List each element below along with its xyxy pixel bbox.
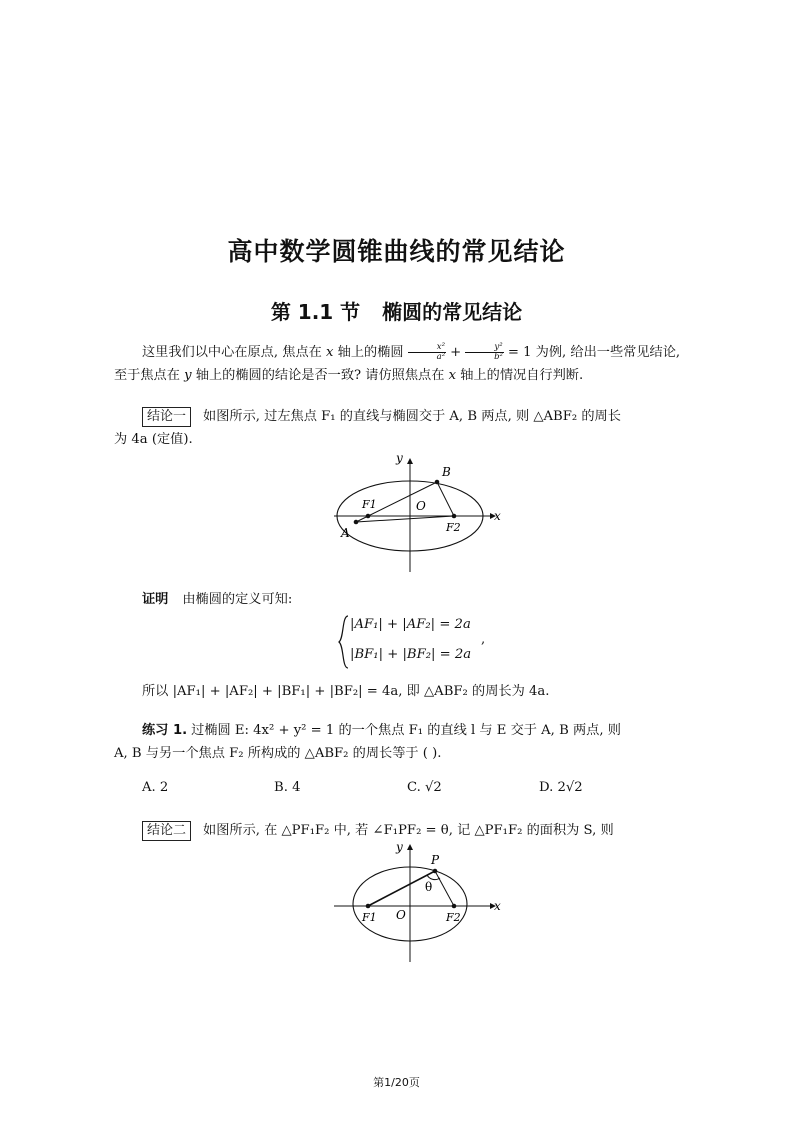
equation-comma: , bbox=[481, 632, 486, 647]
intro-text: = 1 为例, 给出一些常见结论, bbox=[503, 345, 681, 360]
proof-label: 证明 bbox=[142, 592, 169, 607]
label-a: A bbox=[341, 526, 350, 540]
conclusion-two-text: 如图所示, 在 △PF₁F₂ 中, 若 ∠F₁PF₂ = θ, 记 △PF₁F₂ 的面积为 S, 则 bbox=[203, 823, 614, 838]
segment-pf2 bbox=[435, 871, 454, 906]
proof-text: 由椭圆的定义可知: bbox=[182, 592, 293, 607]
intro-text: 轴上的情况自行判断. bbox=[456, 368, 584, 383]
point-a bbox=[354, 520, 359, 525]
equation-line-2: |BF₁| + |BF₂| = 2a bbox=[350, 647, 472, 662]
figure-ellipse-chord bbox=[330, 448, 510, 578]
point-f2 bbox=[452, 514, 457, 519]
label-theta: θ bbox=[425, 880, 433, 894]
y-axis-arrow-icon bbox=[407, 458, 413, 464]
conclusion-one-label: 结论一 bbox=[142, 407, 191, 427]
section-number: 第 1.1 节 bbox=[270, 300, 361, 324]
label-x: x bbox=[494, 509, 501, 523]
page-number: 第1/20页 bbox=[373, 1076, 420, 1089]
choice-a[interactable]: A. 2 bbox=[142, 780, 169, 795]
label-b: B bbox=[442, 465, 451, 479]
fraction-y2-b2: $\frac{\text{y²}}{\text{b²}}$ bbox=[465, 343, 503, 362]
choice-b[interactable]: B. 4 bbox=[274, 780, 301, 795]
point-b bbox=[435, 480, 440, 485]
label-o: O bbox=[416, 499, 426, 513]
label-y: y bbox=[396, 451, 403, 465]
label-f2: F2 bbox=[446, 521, 461, 534]
intro-text: 这里我们以中心在原点, 焦点在 bbox=[142, 345, 327, 360]
label-x: x bbox=[494, 899, 501, 913]
label-f1: F1 bbox=[362, 498, 377, 511]
proof-block bbox=[142, 588, 682, 611]
segment-af2 bbox=[356, 516, 454, 522]
label-f1: F1 bbox=[362, 911, 377, 924]
y-axis-arrow-icon bbox=[407, 844, 413, 850]
choice-d[interactable]: D. 2√2 bbox=[539, 780, 583, 795]
intro-var-x: x bbox=[448, 368, 457, 383]
choice-c[interactable]: C. √2 bbox=[407, 780, 442, 795]
intro-text: 轴上的椭圆的结论是否一致? 请仿照焦点在 bbox=[191, 368, 449, 383]
label-y: y bbox=[396, 840, 403, 854]
document-title: 高中数学圆锥曲线的常见结论 bbox=[227, 237, 566, 266]
fraction-x2-a2: $\frac{\text{x²}}{\text{a²}}$ bbox=[408, 343, 446, 362]
intro-paragraph bbox=[114, 341, 682, 387]
point-f1 bbox=[366, 904, 371, 909]
conclusion-one bbox=[114, 405, 682, 451]
label-o: O bbox=[396, 908, 406, 922]
point-p bbox=[433, 869, 438, 874]
exercise-one-label: 练习 1. bbox=[142, 723, 188, 738]
point-f1 bbox=[366, 514, 371, 519]
label-f2: F2 bbox=[446, 911, 461, 924]
section-heading bbox=[0, 296, 793, 325]
left-brace-icon bbox=[338, 614, 350, 670]
conclusion-two-label: 结论二 bbox=[142, 821, 191, 841]
exercise-one bbox=[114, 719, 682, 765]
section-name: 椭圆的常见结论 bbox=[382, 300, 523, 324]
figure-focal-triangle bbox=[330, 838, 510, 968]
proof-conclusion: 所以 |AF₁| + |AF₂| + |BF₁| + |BF₂| = 4a, 即 △ABF₂ 的周长为 4a. bbox=[142, 684, 550, 699]
intro-plus: + bbox=[445, 345, 466, 360]
point-f2 bbox=[452, 904, 457, 909]
intro-var-y: y bbox=[184, 368, 192, 383]
intro-text: 至于焦点在 bbox=[114, 368, 185, 383]
equation-line-1: |AF₁| + |AF₂| = 2a bbox=[350, 617, 471, 632]
exercise-one-text: 过椭圆 E: 4x² + y² = 1 的一个焦点 F₁ 的直线 l 与 E 交于 A, B 两点, 则 bbox=[191, 723, 621, 738]
conclusion-one-text: 如图所示, 过左焦点 F₁ 的直线与椭圆交于 A, B 两点, 则 △ABF₂ 的周长 bbox=[203, 409, 621, 424]
intro-var-x: x bbox=[326, 345, 334, 360]
exercise-one-text-cont: A, B 与另一个焦点 F₂ 所构成的 △ABF₂ 的周长等于 ( ). bbox=[114, 746, 442, 761]
intro-text: 轴上的椭圆 bbox=[333, 345, 408, 360]
equation-system bbox=[338, 614, 498, 670]
conclusion-one-text-cont: 为 4a (定值). bbox=[114, 432, 193, 447]
label-p: P bbox=[431, 853, 440, 867]
